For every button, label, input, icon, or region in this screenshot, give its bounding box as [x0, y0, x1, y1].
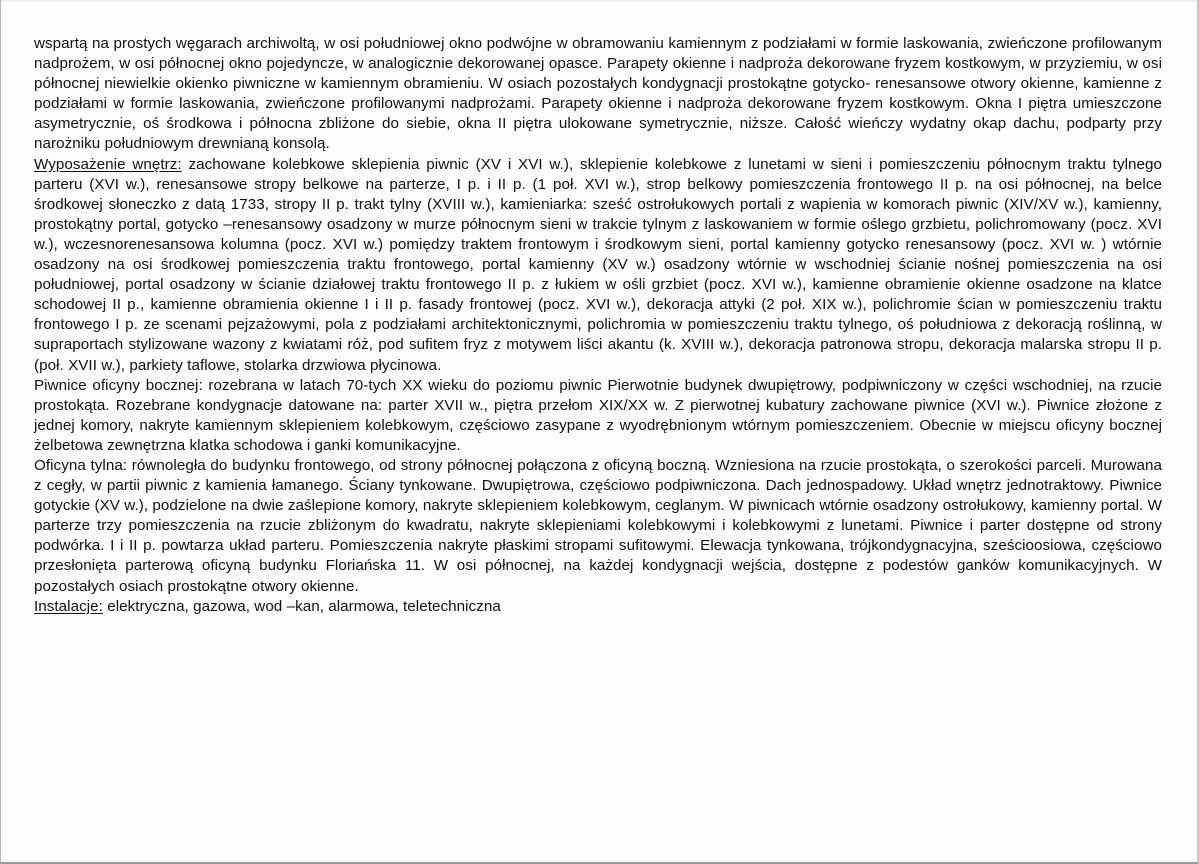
installations-heading: Instalacje: [34, 597, 103, 615]
installations-text: elektryczna, gazowa, wod –kan, alarmowa, teletechniczna [102, 597, 501, 615]
paragraph-facade-description: wspartą na prostych węgarach archiwoltą, w osi południowej okno podwójne w obramowaniu kamiennym z podziałami w formie laskowania, zwieńczone profilowanym nadprożem, w osi północnej okno pojedyncze, w analogicznie dekorowanej opasce. Parapety okienne i nadproża dekorowane fryzem kostkowym, w przyziemiu, w osi północnej niewielkie okienko piwniczne w kamiennym obramieniu. W osiach pozostałych kondygnacji prostokątne gotycko- renesansowe otwory okienne, kamienne z podziałami w formie laskowania, zwieńczone profilowanymi nadprożami. Parapety okienne i nadproża dekorowane fryzem kostkowym. Okna I piętra umieszczone asymetrycznie, oś środkowa i północna zbliżone do siebie, okna II piętra ulokowane symetrycznie, niższe. Całość wieńczy wydatny okap dachu, podparty przy narożniku południowym drewnianą konsolą. [34, 35, 1162, 153]
scan-edge [1, 0, 1197, 2]
paragraph-installations [34, 597, 1162, 617]
paragraph-interior-equipment [34, 155, 1162, 376]
interior-text: zachowane kolebkowe sklepienia piwnic (XV i XVI w.), sklepienie kolebkowe z lunetami w sieni i pomieszczeniu północnym traktu tylnego parteru (XVI w.), renesansowe stropy belkowe na parterze, I p. i II p. (1 poł. XVI w.), strop belkowy pomieszczenia frontowego II p. na osi północnej, na belce środkowej słoneczko z datą 1733, stropy II p. trakt tylny (XVIII w.), kamieniarka: sześć ostrołukowych portali z wapienia w komorach piwnic (XIV/XV w.), kamienny, prostokątny portal, gotycko –renesansowy osadzony w murze północnym sieni w trakcie tylnym z laskowaniem w formie oślego grzbietu, polichromowany (pocz. XVI w.), wczesnorenesansowa kolumna (pocz. XVI w.) pomiędzy traktem frontowym i środkowym sieni, portal kamienny gotycko renesansowy (pocz. XVI w. ) wtórnie osadzony na osi środkowej pomieszczenia traktu frontowego, portal kamienny (XV w.) osadzony wtórnie w wschodniej ścianie nośnej pomieszczenia na osi południowej, portal osadzony w ścianie działowej traktu frontowego II p. z łukiem w ośli grzbiet (pocz. XVI w.), kamienne obramienie okienne osadzone na klatce schodowej II p., kamienne obramienia okienne I i II p. fasady frontowej (pocz. XVI w.), dekoracja attyki (2 poł. XIX w.), polichromie ścian w pomieszczeniu traktu frontowego I p. ze scenami pejzażowymi, pola z podziałami architektonicznymi, polichromia w pomieszczeniu traktu tylnego, oś południowa z dekoracją roślinną, w supraportach stylizowane wazony z kwiatami róż, pod sufitem fryz z motywem liści akantu (k. XVIII w.), dekoracja patronowa stropu, dekoracja malarska stropu II p. (poł. XVII w.), parkiety taflowe, stolarka drzwiowa płycinowa. [34, 155, 1162, 374]
paragraph-rear-annex: Oficyna tylna: równoległa do budynku frontowego, od strony północnej połączona z oficyną boczną. Wzniesiona na rzucie prostokąta, o szerokości parceli. Murowana z cegły, w partii piwnic z kamienia łamanego. Ściany tynkowane. Dwupiętrowa, częściowo podpiwniczona. Dach jednospadowy. Układ wnętrz jednotraktowy. Piwnice gotyckie (XV w.), podzielone na dwie zaślepione komory, nakryte sklepieniem kolebkowym, ceglanym. W piwnicach wtórnie osadzony ostrołukowy, kamienny portal. W parterze trzy pomieszczenia na rzucie zbliżonym do kwadratu, nakryte sklepieniami kolebkowymi i kolebkowymi z lunetami. Piwnice i parter dostępne od strony podwórka. I i II p. powtarza układ parteru. Pomieszczenia nakryte płaskimi stropami sufitowymi. Elewacja tynkowana, trójkondygnacyjna, sześcioosiowa, częściowo przesłonięta parterową oficyną budynku Floriańska 11. W osi północnej, na każdej kondygnacji wejścia, dostępne z podestów ganków komunikacyjnych. W pozostałych osiach prostokątne otwory okienne. [34, 456, 1162, 595]
interior-heading: Wyposażenie wnętrz: [34, 155, 182, 173]
document-body [34, 34, 1162, 617]
paragraph-side-annex-cellars: Piwnice oficyny bocznej: rozebrana w latach 70-tych XX wieku do poziomu piwnic Pierwotnie budynek dwupiętrowy, podpiwniczony w części wschodniej, na rzucie prostokąta. Rozebrane kondygnacje datowane na: parter XVII w., piętra przełom XIX/XX w. Z pierwotnej kubatury zachowane piwnice (XVI w.). Piwnice złożone z jednej komory, nakryte kamiennym sklepieniem kolebkowym, częściowo zasypane z wyodrębnionym wtórnym pomieszczeniem. Obecnie w miejscu oficyny bocznej żelbetowa zewnętrzna klatka schodowa i ganki komunikacyjne. [34, 376, 1162, 454]
